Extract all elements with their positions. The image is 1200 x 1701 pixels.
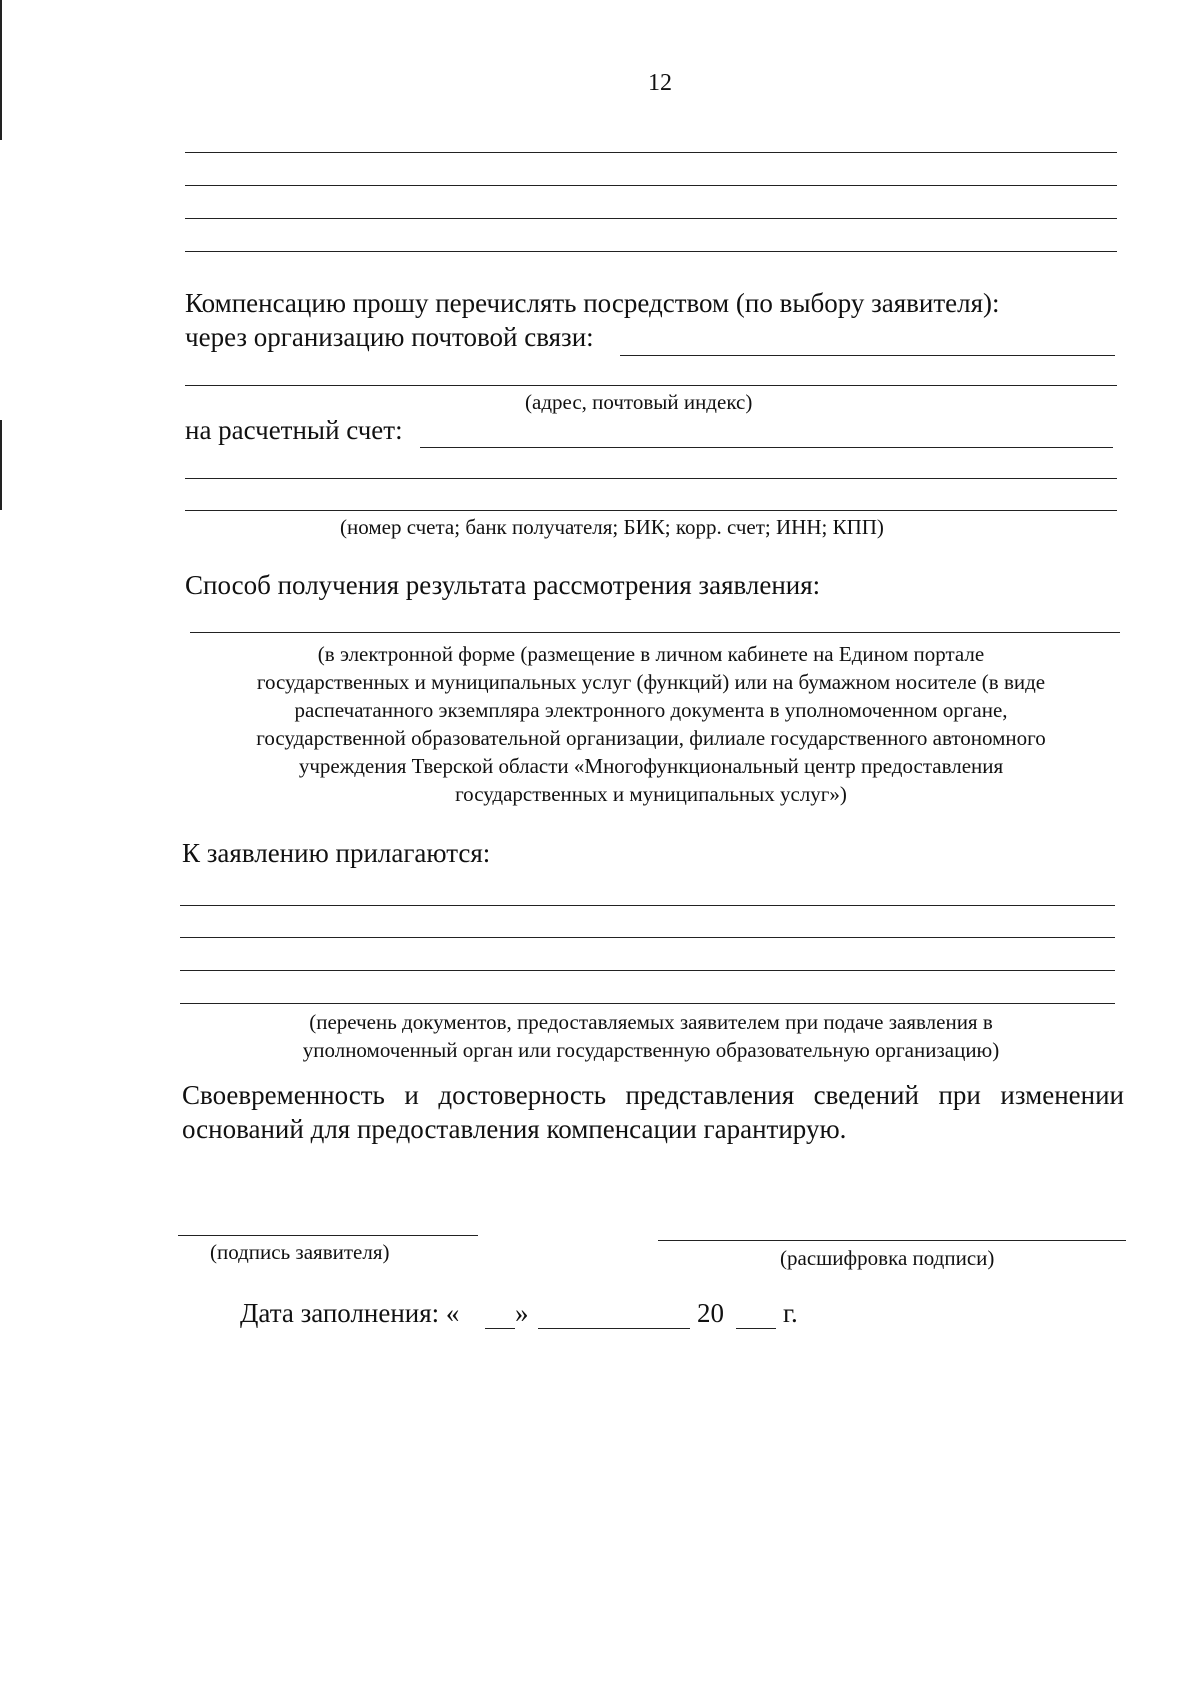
result-label: Способ получения результата рассмотрения заявления: xyxy=(185,570,821,600)
result-caption-line: (в электронной форме (размещение в личном кабинете на Едином портале xyxy=(317,642,985,666)
signature-field[interactable] xyxy=(178,1235,478,1236)
account-field[interactable] xyxy=(420,447,1113,448)
result-caption-line: государственных и муниципальных услуг») xyxy=(455,782,847,806)
guarantee-statement xyxy=(182,1078,1124,1146)
payment-intro: Компенсацию прошу перечислять посредством (по выбору заявителя): xyxy=(185,288,1000,318)
date-year-field[interactable] xyxy=(736,1328,776,1329)
result-caption-line: учреждения Тверской области «Многофункциональный центр предоставления xyxy=(298,754,1004,778)
signature-decode-field[interactable] xyxy=(658,1240,1126,1241)
postal-label: через организацию почтовой связи: xyxy=(185,322,594,352)
result-field[interactable] xyxy=(190,632,1120,633)
result-caption-line: государственных и муниципальных услуг (функций) или на бумажном носителе (в виде xyxy=(256,670,1046,694)
postal-caption: (адрес, почтовый индекс) xyxy=(525,390,753,414)
page-number: 12 xyxy=(648,70,672,96)
signature-caption: (подпись заявителя) xyxy=(210,1240,390,1264)
attachments-field[interactable] xyxy=(180,905,1115,906)
attachments-field[interactable] xyxy=(180,970,1115,971)
date-year-prefix: 20 xyxy=(697,1298,724,1328)
blank-line xyxy=(185,218,1117,219)
date-year-suffix: г. xyxy=(783,1298,798,1328)
attachments-caption-line: (перечень документов, предоставляемых заявителем при подаче заявления в xyxy=(309,1010,993,1034)
date-month-field[interactable] xyxy=(538,1328,690,1329)
account-field-line3[interactable] xyxy=(185,510,1117,511)
account-field-line2[interactable] xyxy=(185,478,1117,479)
account-label: на расчетный счет: xyxy=(185,415,403,445)
attachments-caption xyxy=(185,1008,1117,1064)
signature-decode-caption: (расшифровка подписи) xyxy=(780,1246,995,1270)
attachments-field[interactable] xyxy=(180,937,1115,938)
blank-line xyxy=(185,152,1117,153)
blank-line xyxy=(185,251,1117,252)
result-caption-line: распечатанного экземпляра электронного документа в уполномоченном органе, xyxy=(294,698,1008,722)
guarantee-line: Своевременность и достоверность представления сведений при изменении xyxy=(182,1080,1124,1110)
date-label: Дата заполнения: « xyxy=(240,1298,460,1328)
attachments-field[interactable] xyxy=(180,1003,1115,1004)
date-day-field[interactable] xyxy=(485,1328,515,1329)
postal-address-field-line2[interactable] xyxy=(185,385,1117,386)
guarantee-line: оснований для предоставления компенсации гарантирую. xyxy=(182,1114,847,1144)
result-caption xyxy=(185,640,1117,808)
account-caption: (номер счета; банк получателя; БИК; корр. счет; ИНН; КПП) xyxy=(340,515,884,539)
postal-address-field[interactable] xyxy=(620,355,1115,356)
result-caption-line: государственной образовательной организации, филиале государственного автономного xyxy=(256,726,1046,750)
blank-line xyxy=(185,185,1117,186)
attachments-label: К заявлению прилагаются: xyxy=(182,838,491,868)
date-close-quote: » xyxy=(515,1298,529,1328)
attachments-caption-line: уполномоченный орган или государственную образовательную организацию) xyxy=(302,1038,1000,1062)
scan-edge-mark xyxy=(0,420,2,510)
